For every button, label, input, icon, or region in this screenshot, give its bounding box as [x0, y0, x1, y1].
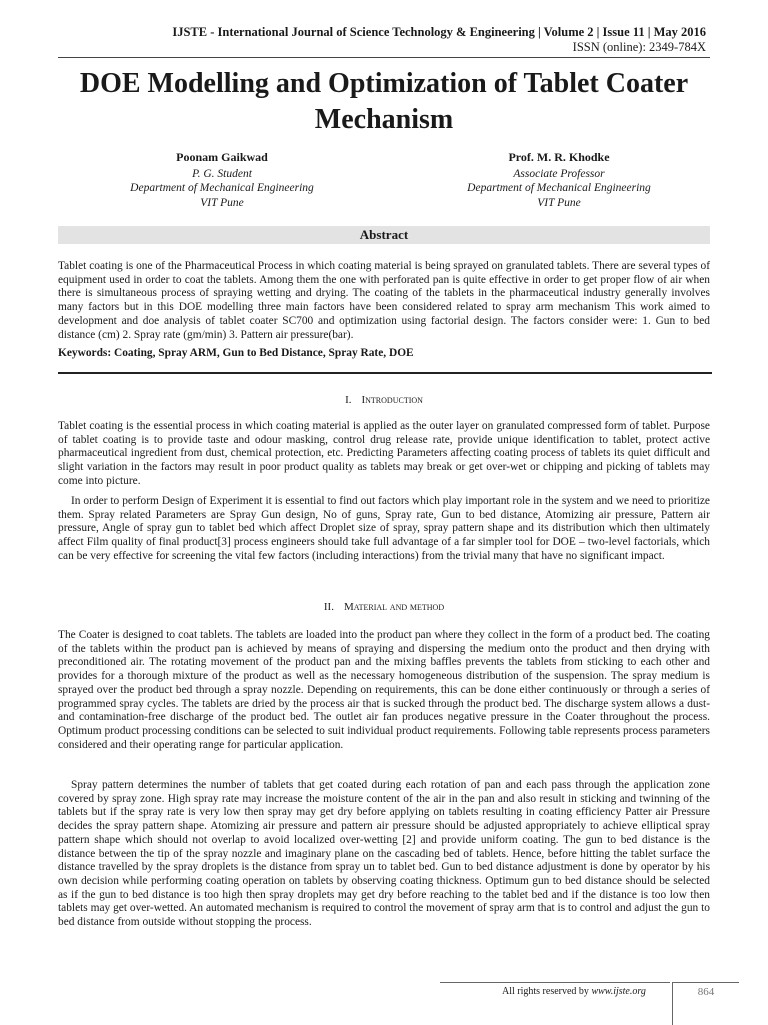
intro-paragraph-2: In order to perform Design of Experiment it is essential to find out factors which play important role in the system and we need to prioritize them. Spray related Parameters are Spray Gun design, No of guns, Spray rate, Gun to bed distance, Atomizing air pressure, Pattern air pressure, Angle of spray gun to tablet bed which affect Droplet size of spray, spray pattern shape and its distribution which then ultimately affect Film quality of final product[3] process engineers should take full advantage of a far simpler tool for DOE – two-level factorials, which can be very effective for screening the vital few factors (including interactions) from the trivial many that have no significant impact. [58, 495, 710, 562]
author-name: Poonam Gaikwad [176, 150, 268, 164]
section-title: Material and method [343, 601, 445, 613]
journal-header: IJSTE - International Journal of Science Technology & Engineering | Volume 2 | Issue 11 | May 2016 [172, 25, 706, 39]
section-divider [58, 372, 712, 374]
page-number: 864 [697, 986, 715, 998]
intro-paragraph-1: Tablet coating is the essential process in which coating material is applied as the outer layer on granulated compressed form of tablet. Purpose of tablet coating is to provide taste and odour masking, control drug release rate, provide unique identification to tablet, protect active pharmaceutical ingredient from dust, chemical protection, etc. Predicting Parameters affecting coating process of tablets its quiet difficult and slight variation in the factors may result in poor product quality as tablets may break or get over-wet or chipping and picking of tablets may come into picture. [58, 420, 710, 487]
footer-site-link[interactable]: www.ijste.org [591, 986, 646, 997]
author-department: Department of Mechanical Engineering [130, 182, 314, 194]
section-number: I. [345, 394, 352, 406]
author-role: Associate Professor [513, 167, 605, 180]
author-department: Department of Mechanical Engineering [467, 182, 651, 194]
footer-rights-text: All rights reserved by [502, 986, 592, 997]
paper-title: DOE Modelling and Optimization of Tablet Coater Mechanism [79, 68, 689, 135]
abstract-text: Tablet coating is one of the Pharmaceutical Process in which coating material is being sprayed on granulated tablets. There are several types of equipment used in order to coat the tablets. Among them the one with perforated pan is quite effective in order to get proper flow of air when there is simultaneous process of spraying wetting and drying. The coating of the tablets in the pharmaceutical industry generally involves many factors but in this DOE modelling three main factors have been considered related to spray arm mechanism This work aimed to development and doe analysis of tablet coater SC700 and optimization using factorial design. The factors consider were: 1. Gun to bed distance (cm) 2. Spray rate (gm/min) 3. Pattern air pressure(bar). [58, 260, 710, 341]
section-heading-introduction [58, 394, 710, 406]
section-title: Introduction [361, 394, 423, 406]
method-paragraph-2: Spray pattern determines the number of tablets that get coated during each rotation of pan and each pass through the application zone covered by spray zone. High spray rate may increase the moisture content of the air in the pan and also result in sticking and twinning of the tablets but if the spray rate is very low then spray may get dry before applying on tablets resulting in coating efficiency Patter air Pressure decides the spray pattern shape. Atomizing air pressure and pattern air pressure should be adjusted appropriately to achieve elliptical spray pattern shape which should not overlap to avoid localized over-wetting [2] and provide uniform coating. The gun to bed distance is the distance between the tip of the spray nozzle and imaginary plane on the cascading bed of tablets. Hence, before hitting the tablet surface the distance travelled by the spray droplets is the distance from spray un to tablet bed. Gun to bed distance adjustment is done by operator by his own decision while performing coating operation on tablets by observing coating thickness. Optimum gun to bed distance should be selected as if the gun to bed distance is too high then spray droplets may get dry before reaching to the tablet bed and if the distance is too low then tablets may get over-wetted. An automated mechanism is required to control the movement of spray arm that is to control and adjust the gun to bed distance from outside without stopping the process. [58, 779, 710, 929]
footer-divider [440, 982, 670, 983]
author-institution: VIT Pune [200, 196, 244, 209]
section-heading-material-method [58, 601, 710, 613]
author-block-2 [419, 150, 699, 210]
author-name: Prof. M. R. Khodke [508, 150, 610, 164]
author-role: P. G. Student [192, 167, 252, 180]
method-paragraph-1: The Coater is designed to coat tablets. The tablets are loaded into the product pan where they collect in the form of a product bed. The coating of the tablets within the product pan is achieved by means of spraying and dispersing the medium onto the product and then drying with preconditioned air. The rotating movement of the product pan and the mixing baffles prevents the tablets from sticking to each other and provides for a thorough mixture of the product as well as the necessary homogeneous distribution of the suspension. The spray medium is sprayed over the product bed through a spray nozzle. Depending on requirements, this can be done either continuously or through a series of programmed spray cycles. The tablets are dried by the process air that is sucked through the product bed. The discharge system allows a dust- and contamination-free discharge of the product bed. The outlet air fan produces negative pressure in the Coater throughout the process. Optimum product processing conditions can be selected to suit individual product requirements. Following table represents process parameters considered and their operating range for particular application. [58, 629, 710, 751]
author-institution: VIT Pune [537, 196, 581, 209]
header-divider [58, 57, 710, 58]
keywords: Keywords: Coating, Spray ARM, Gun to Bed Distance, Spray Rate, DOE [58, 347, 414, 359]
section-number: II. [323, 601, 334, 613]
footer-rights [502, 986, 646, 997]
issn-header: ISSN (online): 2349-784X [572, 40, 706, 54]
author-block-1 [82, 150, 362, 210]
abstract-heading: Abstract [58, 226, 710, 244]
